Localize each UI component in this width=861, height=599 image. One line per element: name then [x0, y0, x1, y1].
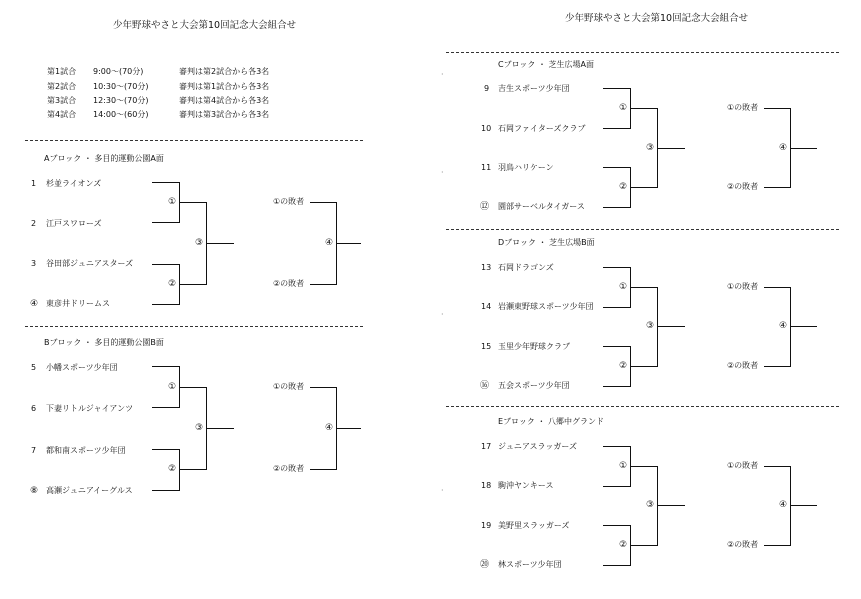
bracket-line — [630, 366, 658, 367]
loser-slot: ②の敗者 — [273, 464, 305, 473]
team-number: ⑧ — [30, 486, 39, 496]
loser-slot: ②の敗者 — [273, 279, 305, 288]
team-name: 林スポーツ少年団 — [498, 560, 562, 569]
bracket-line — [152, 449, 180, 450]
schedule-umpire: 審判は第4試合から各3名 — [179, 96, 270, 105]
team-name: 谷田部ジュニアスターズ — [46, 259, 134, 268]
bracket-line — [206, 428, 234, 429]
match-label: ② — [619, 540, 628, 550]
match-label: ② — [619, 182, 628, 192]
bracket-line — [152, 264, 180, 265]
bracket-line — [310, 284, 337, 285]
punch-hole-mark: · — [441, 486, 444, 495]
block-heading: Aブロック ・ 多目的運動公園A面 — [44, 154, 164, 163]
bracket-line — [790, 505, 817, 506]
bracket-line — [790, 326, 817, 327]
schedule-umpire: 審判は第1試合から各3名 — [179, 82, 270, 91]
bracket-line — [179, 387, 207, 388]
bracket-line — [603, 167, 631, 168]
bracket-line — [179, 202, 207, 203]
bracket-line — [179, 469, 207, 470]
punch-hole-mark: · — [441, 168, 444, 177]
bracket-line — [603, 307, 631, 308]
bracket-line — [657, 148, 685, 149]
schedule-time: 12:30～(70分) — [93, 96, 149, 105]
match-label: ① — [168, 382, 177, 392]
bracket-line — [657, 505, 685, 506]
bracket-line — [603, 346, 631, 347]
team-name: 五会スポーツ少年団 — [498, 381, 570, 390]
bracket-line — [603, 267, 631, 268]
team-number: 15 — [481, 342, 492, 351]
team-number: ⑯ — [480, 381, 490, 391]
bracket-line — [310, 387, 337, 388]
bracket-line — [764, 466, 791, 467]
bracket-line — [630, 187, 658, 188]
schedule-umpire: 審判は第2試合から各3名 — [179, 67, 270, 76]
match-label: ④ — [325, 423, 334, 433]
bracket-line — [630, 545, 658, 546]
bracket-line — [657, 466, 658, 546]
team-number: ⑳ — [480, 560, 490, 570]
match-label: ④ — [779, 500, 788, 510]
match-label: ② — [168, 279, 177, 289]
bracket-line — [764, 108, 791, 109]
bracket-line — [179, 284, 207, 285]
match-label: ② — [168, 464, 177, 474]
bracket-line — [603, 386, 631, 387]
schedule-game: 第1試合 — [47, 67, 77, 76]
match-label: ④ — [779, 321, 788, 331]
loser-slot: ①の敗者 — [727, 103, 759, 112]
team-name: 美野里スラッガーズ — [498, 521, 570, 530]
team-name: 玉里少年野球クラブ — [498, 342, 570, 351]
schedule-time: 14:00～(60分) — [93, 110, 149, 119]
team-number: 2 — [31, 219, 37, 228]
team-name: 小幡スポーツ少年団 — [46, 363, 118, 372]
team-number: 13 — [481, 263, 492, 272]
team-name: 石岡ファイターズクラブ — [498, 124, 586, 133]
team-number: ⑫ — [480, 202, 490, 212]
bracket-line — [603, 446, 631, 447]
loser-slot: ①の敗者 — [727, 282, 759, 291]
team-name: 吉生スポーツ少年団 — [498, 84, 570, 93]
schedule-game: 第3試合 — [47, 96, 77, 105]
bracket-line — [630, 466, 658, 467]
team-name: 高瀬ジュニアイーグルス — [46, 486, 133, 495]
bracket-line — [764, 287, 791, 288]
bracket-line — [603, 88, 631, 89]
loser-slot: ②の敗者 — [727, 361, 759, 370]
bracket-line — [657, 326, 685, 327]
team-number: ④ — [30, 299, 39, 309]
team-name: 江戸スワローズ — [46, 219, 102, 228]
match-label: ② — [619, 361, 628, 371]
match-label: ③ — [646, 321, 655, 331]
bracket-line — [630, 287, 658, 288]
bracket-line — [603, 486, 631, 487]
schedule-game: 第4試合 — [47, 110, 77, 119]
match-label: ③ — [195, 238, 204, 248]
bracket-line — [630, 108, 658, 109]
bracket-line — [310, 202, 337, 203]
schedule-umpire: 審判は第3試合から各3名 — [179, 110, 270, 119]
team-number: 11 — [481, 163, 492, 172]
team-number: 3 — [31, 259, 37, 268]
bracket-line — [790, 148, 817, 149]
match-label: ① — [168, 197, 177, 207]
section-divider — [446, 52, 839, 53]
team-number: 5 — [31, 363, 37, 372]
schedule-time: 9:00～(70分) — [93, 67, 144, 76]
schedule-time: 10:30～(70分) — [93, 82, 149, 91]
match-label: ① — [619, 103, 628, 113]
team-name: 杉並ライオンズ — [46, 179, 102, 188]
team-number: 14 — [481, 302, 492, 311]
bracket-line — [206, 243, 234, 244]
block-heading: Cブロック ・ 芝生広場A面 — [498, 60, 594, 69]
bracket-line — [603, 128, 631, 129]
loser-slot: ①の敗者 — [727, 461, 759, 470]
team-number: 1 — [31, 179, 37, 188]
match-label: ③ — [646, 500, 655, 510]
bracket-line — [603, 525, 631, 526]
block-heading: Dブロック ・ 芝生広場B面 — [498, 238, 595, 247]
bracket-line — [152, 490, 180, 491]
bracket-line — [764, 366, 791, 367]
bracket-line — [657, 287, 658, 367]
bracket-line — [764, 187, 791, 188]
loser-slot: ①の敗者 — [273, 382, 305, 391]
team-name: 下妻リトルジャイアンツ — [46, 404, 134, 413]
loser-slot: ②の敗者 — [727, 540, 759, 549]
bracket-line — [790, 466, 791, 546]
bracket-line — [152, 182, 180, 183]
team-name: 石岡ドラゴンズ — [498, 263, 554, 272]
team-number: 7 — [31, 446, 37, 455]
bracket-line — [152, 304, 180, 305]
schedule-game: 第2試合 — [47, 82, 77, 91]
match-label: ① — [619, 282, 628, 292]
team-number: 18 — [481, 481, 492, 490]
bracket-line — [152, 407, 180, 408]
team-number: 10 — [481, 124, 492, 133]
team-number: 6 — [31, 404, 37, 413]
match-label: ① — [619, 461, 628, 471]
bracket-line — [336, 428, 361, 429]
team-name: 園部サーベルタイガース — [498, 202, 585, 211]
match-label: ③ — [646, 143, 655, 153]
team-name: 都和南スポーツ少年団 — [46, 446, 126, 455]
team-name: ジュニアスラッガーズ — [498, 442, 577, 451]
bracket-line — [179, 449, 180, 491]
loser-slot: ①の敗者 — [273, 197, 305, 206]
punch-hole-mark: · — [441, 70, 444, 79]
bracket-line — [152, 366, 180, 367]
left-page-title: 少年野球やさと大会第10回記念大会組合せ — [113, 20, 297, 31]
bracket-line — [790, 287, 791, 367]
right-page-title: 少年野球やさと大会第10回記念大会組合せ — [565, 13, 749, 24]
team-name: 羽鳥ハリケーン — [498, 163, 554, 172]
team-name: 岩瀬東野球スポーツ少年団 — [498, 302, 594, 311]
section-divider — [25, 140, 363, 141]
bracket-line — [152, 222, 180, 223]
section-divider — [446, 229, 839, 230]
bracket-line — [336, 243, 361, 244]
team-number: 9 — [484, 84, 490, 93]
match-label: ③ — [195, 423, 204, 433]
loser-slot: ②の敗者 — [727, 182, 759, 191]
team-number: 17 — [481, 442, 492, 451]
bracket-line — [603, 565, 631, 566]
section-divider — [446, 406, 839, 407]
team-name: 東彦井ドリームス — [46, 299, 110, 308]
block-heading: Eブロック ・ 八郷中グランド — [498, 417, 604, 426]
match-label: ④ — [779, 143, 788, 153]
section-divider — [25, 326, 363, 327]
punch-hole-mark: · — [441, 310, 444, 319]
bracket-line — [603, 207, 631, 208]
bracket-line — [310, 469, 337, 470]
team-name: 駒沖ヤンキース — [498, 481, 554, 490]
team-number: 19 — [481, 521, 492, 530]
block-heading: Bブロック ・ 多目的運動公園B面 — [44, 338, 164, 347]
match-label: ④ — [325, 238, 334, 248]
bracket-line — [764, 545, 791, 546]
